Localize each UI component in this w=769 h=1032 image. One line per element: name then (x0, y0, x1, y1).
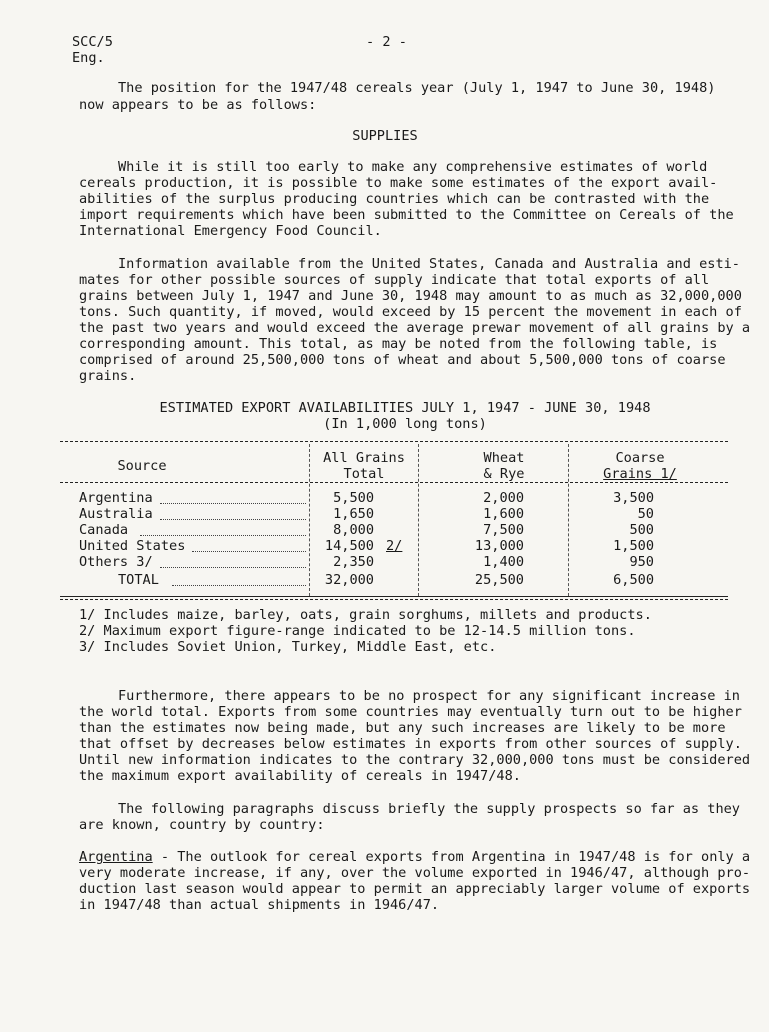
header-coarse: Coarse (615, 450, 665, 466)
para3-line: the world total. Exports from some countries may eventually turn out to be higher (79, 704, 742, 720)
row-source: Argentina (79, 490, 153, 506)
para3-line: the maximum export availability of cereals in 1947/48. (79, 768, 521, 784)
column-divider (309, 444, 310, 596)
doc-code: SCC/5 (72, 34, 113, 50)
para2-line: comprised of around 25,500,000 tons of wheat and about 5,500,000 tons of coarse (79, 352, 726, 368)
row-wheat: 25,500 (474, 572, 524, 588)
row-footnote-ref: 2/ (386, 538, 403, 554)
table-bottom-rule (60, 596, 728, 597)
header-wheat: Wheat (483, 450, 525, 466)
row-all-grains: 5,500 (333, 490, 374, 506)
row-source: Australia (79, 506, 153, 522)
para2-line: Information available from the United States, Canada and Australia and esti- (118, 256, 740, 272)
para3-line: that offset by decreases below estimates in exports from other sources of supply. (79, 736, 742, 752)
row-coarse: 1,500 (613, 538, 654, 554)
para2-line: corresponding amount. This total, as may be noted from the following table, is (79, 336, 718, 352)
table-top-rule (60, 441, 728, 442)
doc-language: Eng. (72, 50, 105, 66)
para3-line: than the estimates now being made, but any such increases are likely to be more (79, 720, 726, 736)
para5-first-line (79, 849, 750, 865)
leader-dots (140, 535, 306, 536)
row-coarse: 500 (629, 522, 654, 538)
para1-line: International Emergency Food Council. (79, 223, 382, 239)
footnote: 1/ Includes maize, barley, oats, grain sorghums, millets and products. (79, 607, 652, 623)
column-divider (568, 444, 569, 596)
footnote: 2/ Maximum export figure-range indicated to be 12-14.5 million tons. (79, 623, 636, 639)
leader-dots (160, 567, 306, 568)
table-bottom-rule (60, 599, 728, 600)
table-header-rule (60, 482, 728, 483)
row-source: Canada (79, 522, 129, 538)
row-wheat: 2,000 (483, 490, 524, 506)
header-wheat-rye: & Rye (483, 466, 525, 482)
row-all-grains: 14,500 (324, 538, 374, 554)
row-wheat: 7,500 (483, 522, 524, 538)
row-source: United States (79, 538, 186, 554)
intro-line: The position for the 1947/48 cereals year (July 1, 1947 to June 30, 1948) (118, 80, 716, 96)
row-coarse: 6,500 (613, 572, 654, 588)
footnote: 3/ Includes Soviet Union, Turkey, Middle East, etc. (79, 639, 497, 655)
row-wheat: 1,400 (483, 554, 524, 570)
row-coarse: 950 (629, 554, 654, 570)
row-all-grains: 32,000 (324, 572, 374, 588)
para5-line: duction last season would appear to permit an appreciably larger volume of exports (79, 881, 751, 897)
row-source: Others 3/ (79, 554, 153, 570)
para2-line: the past two years and would exceed the average prewar movement of all grains by a (79, 320, 751, 336)
row-all-grains: 1,650 (333, 506, 374, 522)
para1-line: import requirements which have been submitted to the Committee on Cereals of the (79, 207, 734, 223)
para1-line: While it is still too early to make any comprehensive estimates of world (118, 159, 708, 175)
para2-line: grains between July 1, 1947 and June 30, 1948 may amount to as much as 32,000,000 (79, 288, 742, 304)
para3-line: Furthermore, there appears to be no prospect for any significant increase in (118, 688, 740, 704)
column-divider (418, 444, 419, 596)
table-subtitle: (In 1,000 long tons) (323, 416, 487, 432)
row-source: TOTAL (118, 572, 159, 588)
row-coarse: 3,500 (613, 490, 654, 506)
leader-dots (172, 585, 306, 586)
table-title: ESTIMATED EXPORT AVAILABILITIES JULY 1, 1947 - JUNE 30, 1948 (159, 400, 651, 416)
row-wheat: 13,000 (474, 538, 524, 554)
para1-line: cereals production, it is possible to make some estimates of the export avail- (79, 175, 718, 191)
row-wheat: 1,600 (483, 506, 524, 522)
section-title: SUPPLIES (352, 128, 418, 144)
leader-dots (160, 503, 306, 504)
para3-line: Until new information indicates to the contrary 32,000,000 tons must be considered (79, 752, 751, 768)
para5-text: - The outlook for cereal exports from Argentina in 1947/48 is for only a (152, 849, 751, 865)
country-heading: Argentina (79, 849, 153, 865)
para4-line: The following paragraphs discuss briefly the supply prospects so far as they (118, 801, 740, 817)
header-source: Source (117, 458, 167, 474)
page-number: - 2 - (366, 34, 407, 50)
para2-line: mates for other possible sources of supply indicate that total exports of all (79, 272, 710, 288)
header-all-grains-total: Total (343, 466, 385, 482)
para4-line: are known, country by country: (79, 817, 325, 833)
para2-line: grains. (79, 368, 137, 384)
leader-dots (160, 519, 306, 520)
para5-line: very moderate increase, if any, over the volume exported in 1946/47, although pro- (79, 865, 751, 881)
para5-line: in 1947/48 than actual shipments in 1946/47. (79, 897, 440, 913)
para1-line: abilities of the surplus producing countries which can be contrasted with the (79, 191, 710, 207)
header-all-grains: All Grains (323, 450, 405, 466)
row-all-grains: 8,000 (333, 522, 374, 538)
para2-line: tons. Such quantity, if moved, would exceed by 15 percent the movement in each of (79, 304, 742, 320)
row-all-grains: 2,350 (333, 554, 374, 570)
leader-dots (192, 551, 306, 552)
header-coarse-grains: Grains 1/ (603, 466, 677, 482)
row-coarse: 50 (637, 506, 654, 522)
intro-line: now appears to be as follows: (79, 97, 317, 113)
